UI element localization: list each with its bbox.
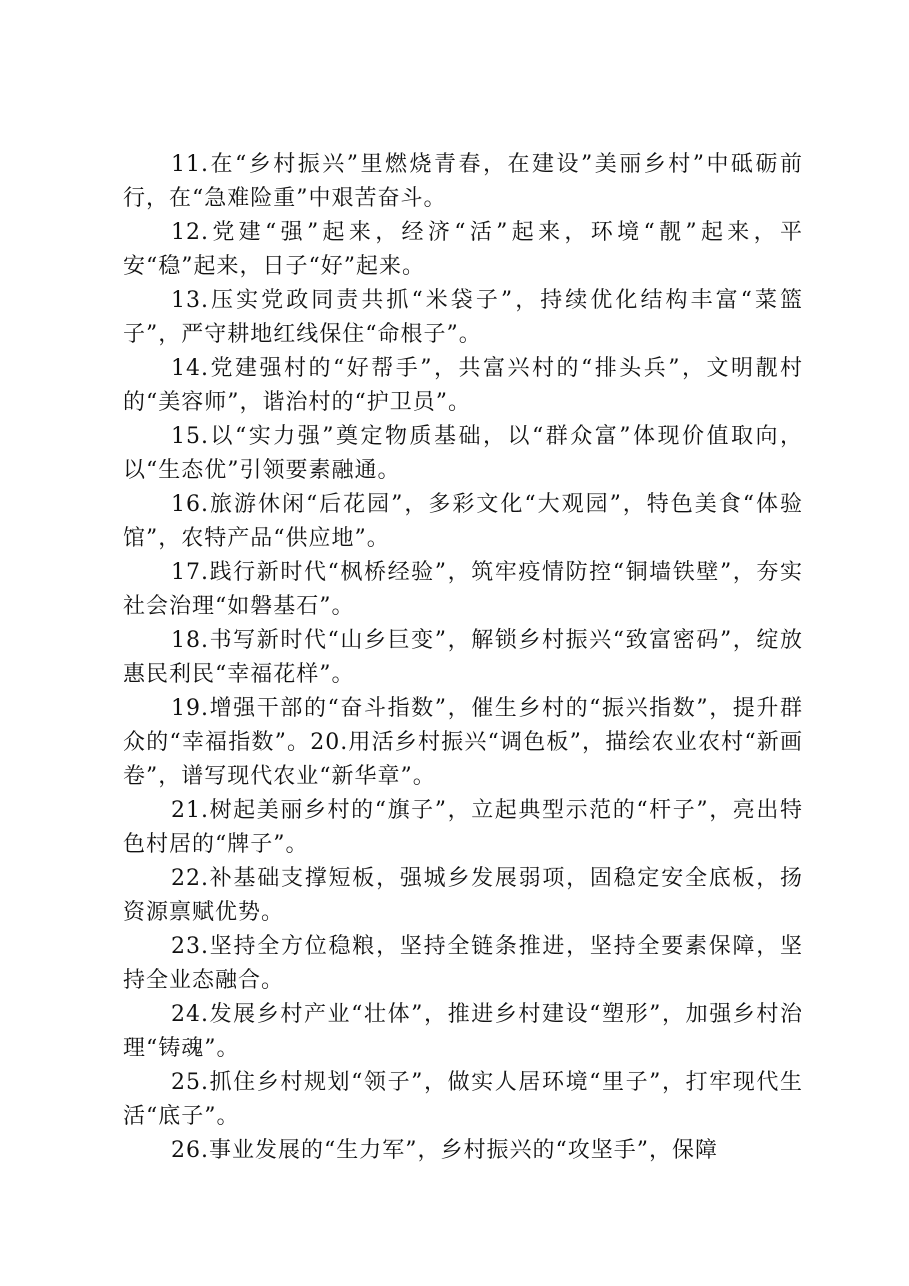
paragraph-23: 23.坚持全方位稳粮，坚持全链条推进，坚持全要素保障，坚持全业态融合。: [123, 934, 803, 993]
paragraph-16: 16.旅游休闲“后花园”，多彩文化“大观园”，特色美食“体验馆”，农特产品“供应地”。: [123, 492, 803, 551]
paragraph-18: 18.书写新时代“山乡巨变”，解锁乡村振兴“致富密码”，绽放惠民利民“幸福花样”。: [123, 628, 803, 687]
paragraph-21: 21.树起美丽乡村的“旗子”，立起典型示范的“杆子”，亮出特色村居的“牌子”。: [123, 798, 803, 857]
paragraph-26: 26.事业发展的“生力军”，乡村振兴的“攻坚手”，保障: [171, 1138, 718, 1163]
paragraph-14: 14.党建强村的“好帮手”，共富兴村的“排头兵”，文明靓村的“美容师”，谐治村的“护卫员”。: [123, 356, 803, 415]
paragraph-17: 17.践行新时代“枫桥经验”，筑牢疫情防控“铜墙铁壁”，夯实社会治理“如磐基石”。: [123, 560, 803, 619]
paragraph-12: 12.党建“强”起来，经济“活”起来，环境“靓”起来，平安“稳”起来，日子“好”起来。: [123, 220, 803, 279]
document-body: [123, 148, 803, 1168]
paragraph-25: 25.抓住乡村规划“领子”，做实人居环境“里子”，打牢现代生活“底子”。: [123, 1070, 803, 1129]
paragraph-22: 22.补基础支撑短板，强城乡发展弱项，固稳定安全底板，扬资源禀赋优势。: [123, 866, 803, 925]
paragraph-13: 13.压实党政同责共抓“米袋子”，持续优化结构丰富“菜篮子”，严守耕地红线保住“命根子”。: [123, 288, 803, 347]
paragraph-15: 15.以“实力强”奠定物质基础，以“群众富”体现价值取向，以“生态优”引领要素融通。: [123, 424, 803, 483]
paragraph-19-20: 19.增强干部的“奋斗指数”，催生乡村的“振兴指数”，提升群众的“幸福指数”。20.用活乡村振兴“调色板”，描绘农业农村“新画卷”，谱写现代农业“新华章”。: [123, 696, 803, 789]
paragraph-11: 11.在“乡村振兴”里燃烧青春，在建设”美丽乡村”中砥砺前行，在“急难险重”中艰苦奋斗。: [123, 152, 803, 211]
paragraph-24: 24.发展乡村产业“壮体”，推进乡村建设“塑形”，加强乡村治理“铸魂”。: [123, 1002, 803, 1061]
